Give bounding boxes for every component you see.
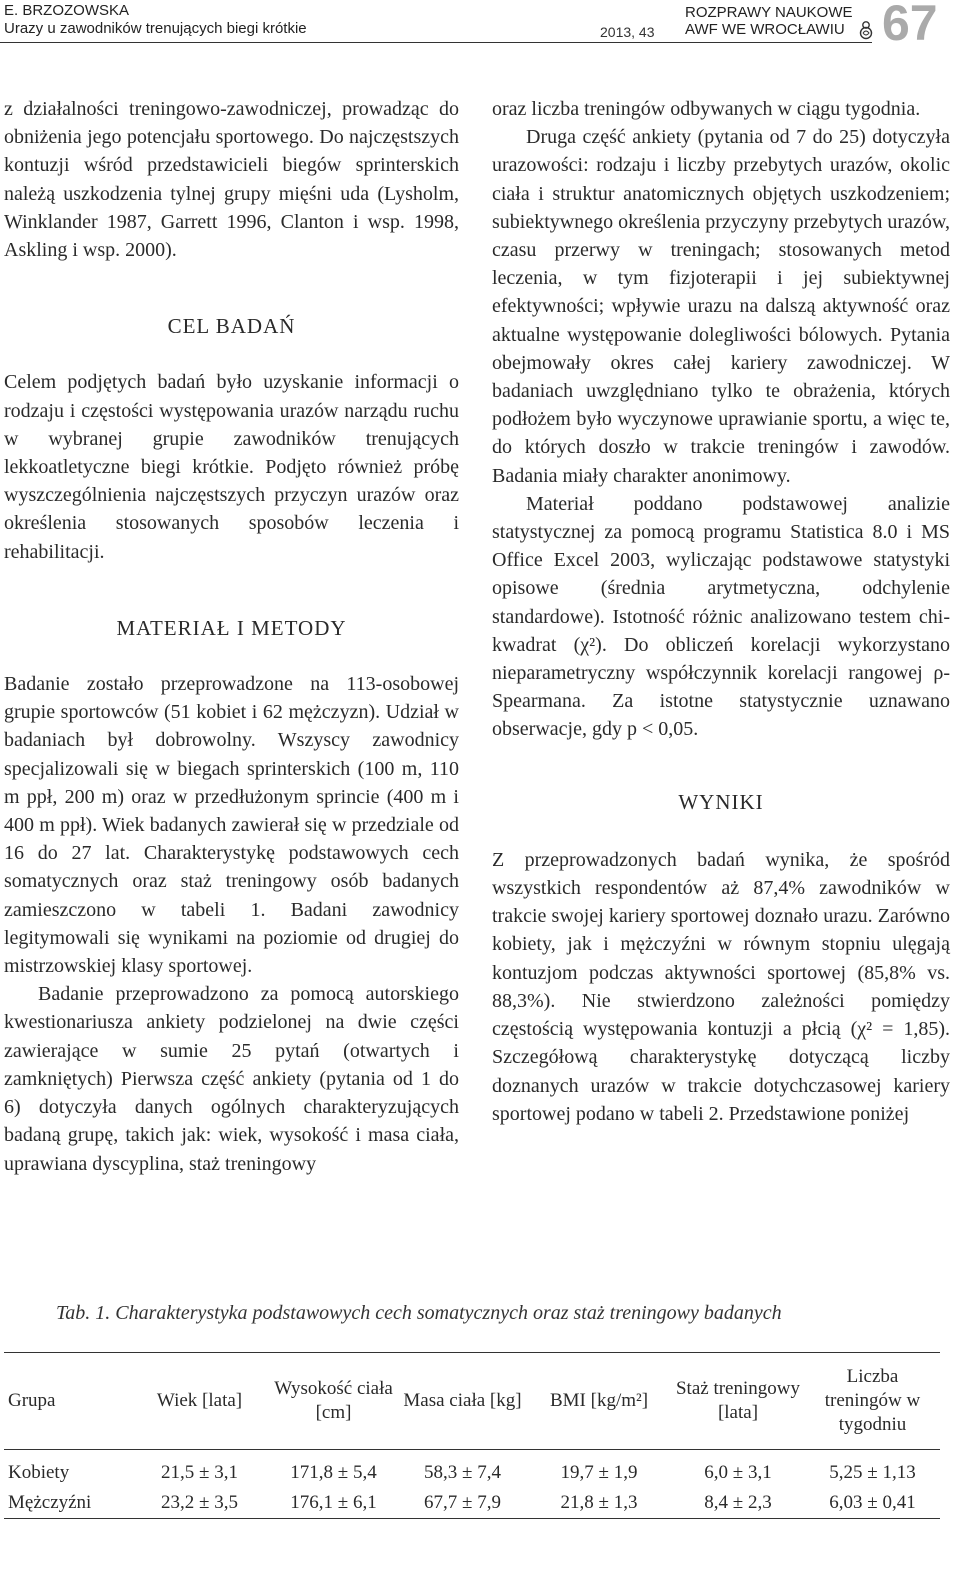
table-cell: 6,0 ± 3,1 [704, 1462, 772, 1483]
table-cell: 176,1 ± 6,1 [269, 1488, 398, 1519]
table-caption: Tab. 1. Charakterystyka podstawowych cech somatycznych oraz staż treningowy badanych [56, 1302, 782, 1324]
table-header-cell: BMI [kg/m²] [527, 1353, 671, 1450]
right-column [492, 95, 950, 1128]
table-header-cell: Staż treningowy [lata] [671, 1353, 805, 1450]
table-cell: 58,3 ± 7,4 [424, 1462, 501, 1483]
paragraph: Materiał poddano podstawowej analizie statystycznej za pomocą programu Statistica 8.0 i MS Office Excel 2003, wyliczając podstawowe statystyki opisowe (średnia arytmetyczna, odchylenie standardowe). Istotność różnic analizowano testem chi-kwadrat (χ²). Do obliczeń korelacji wykorzystano nieparametryczny współczynnik korelacji rangowej ρ-Spearmana. Za istotne statystycznie uznawano obserwacje, gdy p < 0,05. [492, 492, 950, 741]
left-column [4, 95, 459, 1178]
table-cell: 8,4 ± 2,3 [671, 1488, 805, 1519]
header-divider [0, 42, 872, 43]
table-cell: 23,2 ± 3,5 [130, 1488, 269, 1519]
table-cell: 67,7 ± 7,9 [398, 1488, 527, 1519]
paragraph: z działalności treningowo-zawodniczej, prowadząc do obniżenia jego potencjału sportowego. Do najczęstszych kontuzji wśród przedstawicieli biegów sprinterskich należą uszkodzenia tylnej grupy mięśni uda (Lysholm, Winklander 1987, Garrett 1996, Clanton i wsp. 1998, Askling i wsp. 2000). [4, 98, 459, 262]
header-article-title: Urazy u zawodników trenujących biegi krótkie [4, 20, 307, 37]
section-heading-results: WYNIKI [678, 789, 764, 814]
table-cell: 5,25 ± 1,13 [829, 1462, 916, 1483]
paragraph: Z przeprowadzonych badań wynika, że spośród wszystkich respondentów aż 87,4% zawodników w trakcie swojej kariery sportowej doznało urazu. Zarówno kobiety, jak i mężczyźni w równym stopniu ulęgają kontuzjom podczas aktywności sportowej (85,8% vs. 88,3%). Nie stwierdzono zależności pomiędzy częstością występowania kontuzji a płcią (χ² = 1,85). Szczegółową charakterystykę dotyczącą liczby doznanych urazów w trakcie dotychczasowej kariery sportowej podano w tabeli 2. Przedstawione poniżej [492, 848, 950, 1125]
section-heading-methods: MATERIAŁ I METODY [116, 615, 347, 640]
header-journal-line2: AWF WE WROCŁAWIU [685, 21, 845, 38]
section-heading-aims: CEL BADAŃ [167, 314, 296, 339]
table-cell: 6,03 ± 0,41 [805, 1488, 940, 1519]
header-journal-line1: ROZPRAWY NAUKOWE [685, 4, 853, 21]
table-header-cell: Masa ciała [kg] [398, 1353, 527, 1450]
header-year-volume: 2013, 43 [600, 24, 655, 40]
paragraph: Celem podjętych badań było uzyskanie informacji o rodzaju i częstości występowania urazów narządu ruchu w wybranej grupie zawodników trenujących lekkoatletyczne biegi krótkie. Podjęto również próbę wyszczególnienia najczęstszych przyczyn urazów oraz określenia stosowanych sposobów leczenia i rehabilitacji. [4, 371, 459, 563]
table-cell: Mężczyźni [4, 1488, 130, 1519]
table-cell: 21,8 ± 1,3 [527, 1488, 671, 1519]
table-cell: 171,8 ± 5,4 [290, 1462, 377, 1483]
paragraph: Druga część ankiety (pytania od 7 do 25) dotyczyła urazowości: rodzaju i liczby przebytych urazów, okolic ciała i struktur anatomicznych objętych uszkodzeniem; subiektywnego określenia przyczyny przebytych urazów, czasu przerwy w treningach; stosowanych metod leczenia, w tym fizjoterapii i jej subiektywnej efektywności; wpływie urazu na dalszą aktywność oraz aktualne występowanie dolegliwości bólowych. Pytania obejmowały okres całej kariery zawodniczej. W badaniach uwzględniano tylko te obrażenia, których podłożem było wyczynowe uprawianie sportu, a więc te, do których doszło w trakcie treningów i zawodów. Badania miały charakter anonimowy. [492, 126, 950, 487]
table-cell: 19,7 ± 1,9 [560, 1462, 638, 1483]
data-table [4, 1352, 940, 1519]
table-cell: 21,5 ± 3,1 [161, 1462, 238, 1483]
table-header-cell: Wysokość ciała [cm] [269, 1353, 398, 1450]
header-author: E. BRZOZOWSKA [4, 2, 130, 19]
table-row [4, 1450, 940, 1489]
paragraph: Badanie przeprowadzono za pomocą autorskiego kwestionariusza ankiety podzielonej na dwie części zawierające w sumie 25 pytań (otwartych i zamkniętych) Pierwsza część ankiety (pytania od 1 do 6) dotyczyła danych ogólnych charakteryzujących badaną grupę, takich jak: wiek, wysokość i masa ciała, uprawiana dyscyplina, staż treningowy [4, 983, 459, 1175]
page-number: 67 [882, 0, 938, 51]
table-header-row [4, 1353, 940, 1450]
table-row [4, 1488, 940, 1519]
table-cell: Kobiety [8, 1462, 70, 1483]
paragraph: oraz liczba treningów odbywanych w ciągu tygodnia. [492, 98, 921, 120]
paragraph: Badanie zostało przeprowadzone na 113-osobowej grupie sportowców (51 kobiet i 62 mężczyzn). Udział w badaniach był dobrowolny. Wszyscy zawodnicy specjalizowali się w biegach sprinterskich (100 m, 110 m ppł, 200 m) oraz w przedłużonym sprincie (400 m i 400 m ppł). Wiek badanych zawierał się w przedziale od 16 do 27 lat. Charakterystykę podstawowych cech somatycznych oraz staż treningowy osób badanych zamieszczono w tabeli 1. Badani zawodnicy legitymowali się wynikami na poziomie od drugiej do mistrzowskiej klasy sportowej. [4, 673, 459, 978]
journal-logo-icon [858, 20, 874, 40]
table-header-cell: Wiek [lata] [130, 1353, 269, 1450]
table-header-cell: Liczba treningów w tygodniu [805, 1353, 940, 1450]
table-header-cell: Grupa [4, 1353, 130, 1450]
